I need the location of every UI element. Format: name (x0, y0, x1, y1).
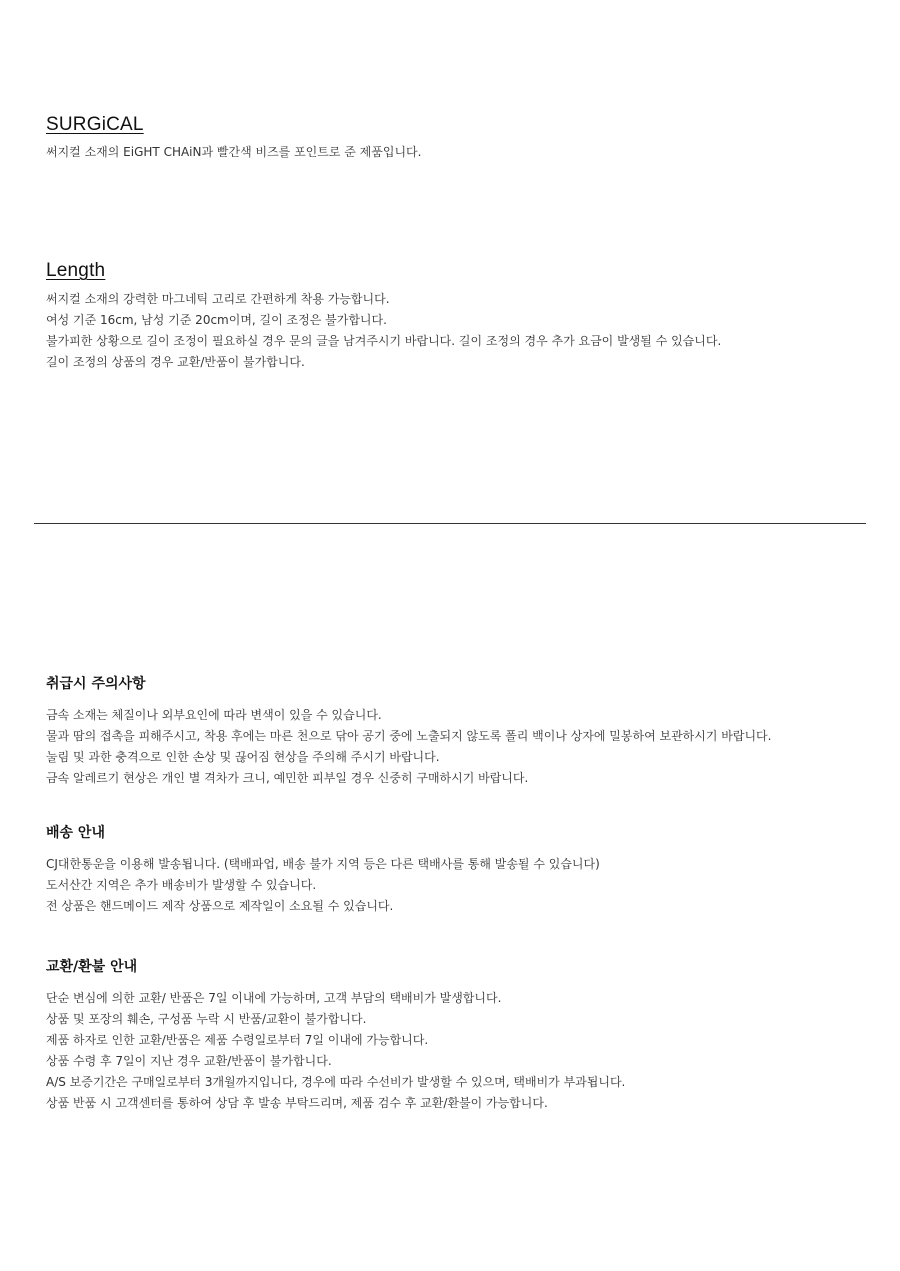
surgical-line: 써지컬 소재의 EiGHT CHAiN과 빨간색 비즈를 포인트로 준 제품입니다. (46, 145, 422, 159)
shipping-line: CJ대한통운을 이용해 발송됩니다. (택배파업, 배송 불가 지역 등은 다른 택배사를 통해 발송될 수 있습니다) (46, 857, 600, 871)
care-line: 금속 알레르기 현상은 개인 별 격차가 크니, 예민한 피부일 경우 신중히 구매하시기 바랍니다. (46, 771, 529, 785)
length-description (46, 289, 900, 373)
length-line: 길이 조정의 상품의 경우 교환/반품이 불가합니다. (46, 355, 305, 369)
care-section (46, 673, 900, 789)
section-divider (34, 523, 866, 524)
length-heading: Length (46, 260, 106, 281)
exchange-line: A/S 보증기간은 구매일로부터 3개월까지입니다, 경우에 따라 수선비가 발생할 수 있으며, 택배비가 부과됩니다. (46, 1075, 626, 1089)
care-line: 금속 소재는 체질이나 외부요인에 따라 변색이 있을 수 있습니다. (46, 708, 382, 722)
care-heading: 취급시 주의사항 (46, 676, 146, 692)
exchange-line: 상품 수령 후 7일이 지난 경우 교환/반품이 불가합니다. (46, 1054, 332, 1068)
exchange-line: 단순 변심에 의한 교환/ 반품은 7일 이내에 가능하며, 고객 부담의 택배비가 발생합니다. (46, 991, 502, 1005)
exchange-line: 제품 하자로 인한 교환/반품은 제품 수령일로부터 7일 이내에 가능합니다. (46, 1033, 429, 1047)
care-line: 눌림 및 과한 충격으로 인한 손상 및 끊어짐 현상을 주의해 주시기 바랍니다. (46, 750, 440, 764)
shipping-line: 전 상품은 핸드메이드 제작 상품으로 제작일이 소요될 수 있습니다. (46, 899, 394, 913)
shipping-line: 도서산간 지역은 추가 배송비가 발생할 수 있습니다. (46, 878, 317, 892)
surgical-section (46, 114, 900, 163)
surgical-description (46, 142, 900, 163)
shipping-heading: 배송 안내 (46, 825, 105, 841)
exchange-list (46, 988, 900, 1114)
shipping-section (46, 822, 900, 917)
surgical-heading: SURGiCAL (46, 114, 144, 135)
exchange-heading: 교환/환불 안내 (46, 959, 138, 975)
care-list (46, 705, 900, 789)
care-line: 물과 땀의 접촉을 피해주시고, 착용 후에는 마른 천으로 닦아 공기 중에 노출되지 않도록 폴리 백이나 상자에 밀봉하여 보관하시기 바랍니다. (46, 729, 772, 743)
length-line: 불가피한 상황으로 길이 조정이 필요하실 경우 문의 글을 남겨주시기 바랍니다. 길이 조정의 경우 추가 요금이 발생될 수 있습니다. (46, 334, 722, 348)
length-line: 여성 기준 16cm, 남성 기준 20cm이며, 길이 조정은 불가합니다. (46, 313, 387, 327)
length-section (46, 260, 900, 373)
shipping-list (46, 854, 900, 917)
exchange-line: 상품 및 포장의 훼손, 구성품 누락 시 반품/교환이 불가합니다. (46, 1012, 367, 1026)
exchange-section (46, 956, 900, 1114)
exchange-line: 상품 반품 시 고객센터를 통하여 상담 후 발송 부탁드리며, 제품 검수 후 교환/환불이 가능합니다. (46, 1096, 548, 1110)
length-line: 써지컬 소재의 강력한 마그네틱 고리로 간편하게 착용 가능합니다. (46, 292, 390, 306)
